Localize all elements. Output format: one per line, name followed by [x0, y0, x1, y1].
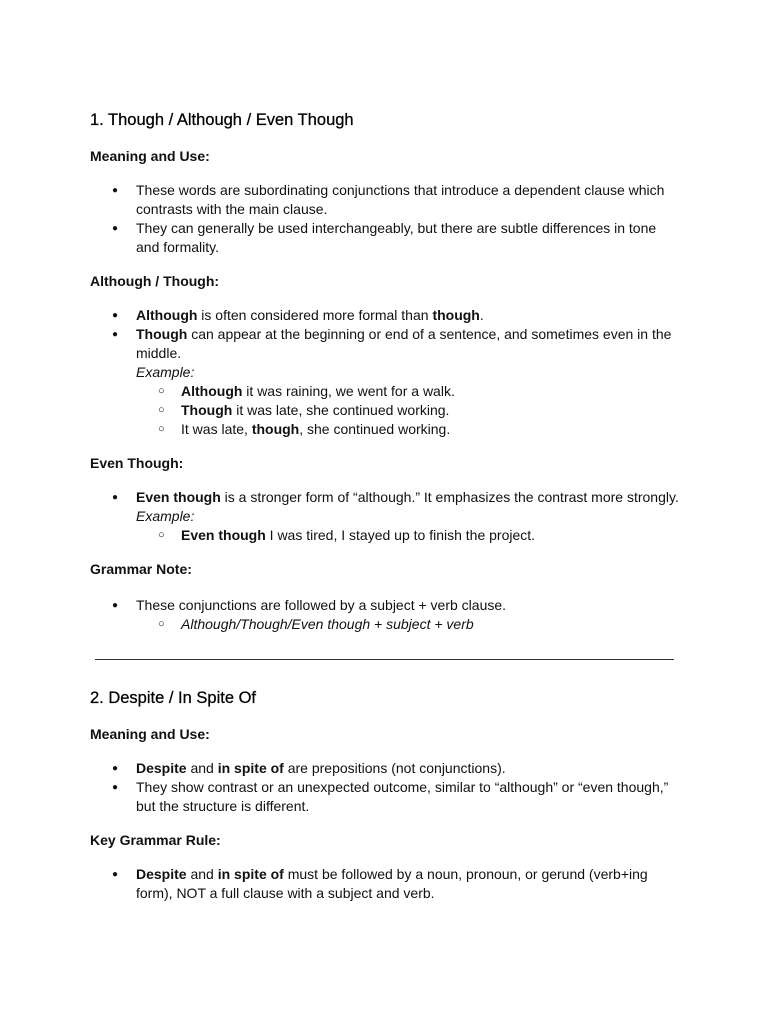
section-2-heading: 2. Despite / In Spite Of [90, 689, 256, 707]
list-item [90, 865, 680, 903]
term: Even though [181, 527, 266, 543]
text: It was late, [181, 421, 252, 437]
term: in spite of [217, 760, 284, 776]
key-grammar-rule-heading: Key Grammar Rule: [90, 832, 221, 848]
text: is often considered more formal than [197, 307, 433, 323]
list-item [90, 759, 680, 778]
term: Though [136, 326, 188, 342]
text: it was late, she continued working. [232, 402, 450, 418]
grammar-list [90, 596, 680, 634]
list-item [90, 325, 680, 439]
example-item [136, 526, 680, 545]
example-item [136, 382, 680, 401]
although-heading: Although / Though: [90, 273, 220, 289]
document-body [90, 109, 680, 903]
term: Although [136, 307, 198, 323]
meaning-list [90, 181, 680, 257]
example-item [136, 420, 680, 439]
text: can appear at the beginning or end of a sentence, and sometimes even in the middle. [136, 326, 672, 361]
formula-item: ○ Although/Though/Even though + subject + verb [136, 615, 680, 634]
term: though [251, 421, 300, 437]
term: Though [181, 402, 233, 418]
term: Despite [136, 866, 187, 882]
list-item: ● These words are subordinating conjunctions that introduce a dependent clause which contrasts with the main clause. [90, 181, 680, 219]
text: is a stronger form of “although.” It emphasizes the contrast more strongly. [220, 489, 679, 505]
term: though [432, 307, 480, 323]
text: are prepositions (not conjunctions). [283, 760, 506, 776]
grammar-note-heading: Grammar Note: [90, 561, 192, 577]
meaning-heading: Meaning and Use: [90, 148, 210, 164]
list-item: ● They show contrast or an unexpected outcome, similar to “although” or “even though,” but the structure is different. [90, 778, 680, 816]
example-list [136, 526, 680, 545]
meaning-list [90, 759, 680, 816]
although-list [90, 306, 680, 439]
term: in spite of [217, 866, 284, 882]
list-item [90, 596, 680, 634]
meaning-heading: Meaning and Use: [90, 726, 210, 742]
text: I was tired, I stayed up to finish the project. [265, 527, 536, 543]
text: These conjunctions are followed by a subject + verb clause. [136, 597, 507, 613]
term: Although [181, 383, 243, 399]
list-item [90, 306, 680, 325]
even-though-heading: Even Though: [90, 455, 184, 471]
example-label: Example: [136, 364, 195, 380]
term: Even though [136, 489, 221, 505]
grammar-sub-list [136, 615, 680, 634]
term: Despite [136, 760, 187, 776]
text: and [186, 866, 218, 882]
list-item [90, 488, 680, 545]
example-list [136, 382, 680, 439]
section-divider [95, 659, 674, 660]
text: , she continued working. [299, 421, 451, 437]
section-1-heading: 1. Though / Although / Even Though [90, 111, 354, 129]
even-though-list [90, 488, 680, 545]
example-label: Example: [136, 508, 195, 524]
example-item [136, 401, 680, 420]
text: . [479, 307, 484, 323]
text: and [186, 760, 218, 776]
text: must be followed by a noun, pronoun, or gerund (verb+ing form), NOT a full clause with a subject and verb. [136, 866, 648, 901]
list-item: ● They can generally be used interchangeably, but there are subtle differences in tone and formality. [90, 219, 680, 257]
text: it was raining, we went for a walk. [242, 383, 455, 399]
rule-list [90, 865, 680, 903]
